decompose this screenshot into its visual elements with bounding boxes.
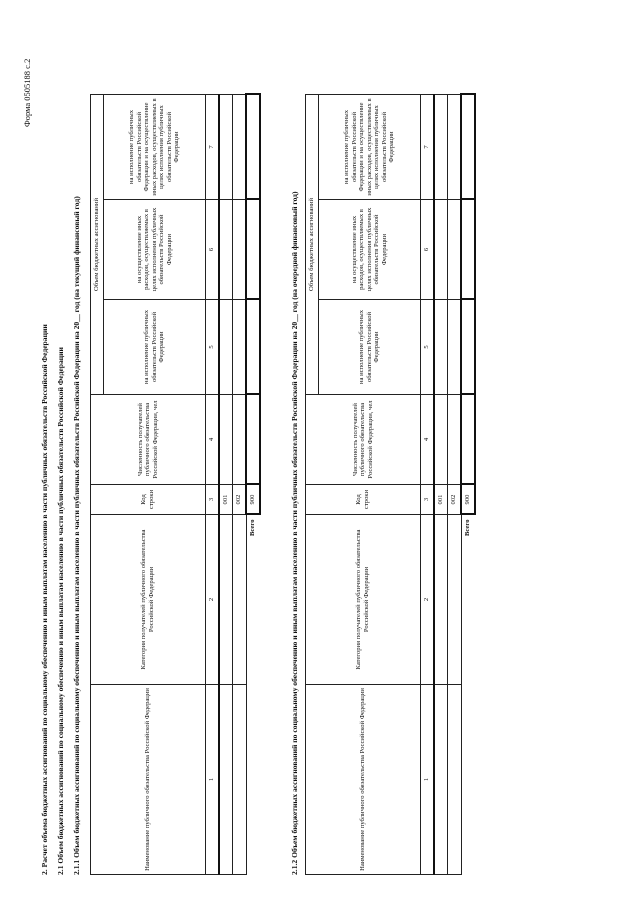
cell-obligation[interactable]: [448, 685, 462, 875]
cell-obligations[interactable]: [434, 300, 448, 395]
col-header-obligations: на исполнение публичных обязательств Российской Федерации: [104, 300, 206, 395]
column-number: 2: [206, 515, 220, 685]
cell-obligation[interactable]: [434, 685, 448, 875]
cell-other-expenses[interactable]: [434, 200, 448, 300]
cell-recipients[interactable]: [233, 395, 247, 485]
column-number: 6: [421, 200, 435, 300]
cell-combined[interactable]: [448, 95, 462, 200]
col-header-other-expenses: на осуществление иных расходов, осуществляемых в целях исполнения публичных обязательств Российской Федерации: [104, 200, 206, 300]
table-row: [219, 95, 233, 875]
column-number: 3: [206, 485, 220, 515]
heading-section-2-1: 2.1 Объем бюджетных ассигнований по социальному обеспечению и иным выплатам населению в части публичных обязательств Российской Федерации: [56, 347, 65, 875]
col-header-combined: на исполнение публичных обязательств Российской Федерации и на осуществление иных расходов, осуществляемых в целях исполнения публичных обязательств Российской Федерации: [319, 95, 421, 200]
column-number: 4: [206, 395, 220, 485]
total-label: Всего: [464, 519, 472, 536]
total-label: Всего: [249, 519, 257, 536]
cell-other-expenses[interactable]: [219, 200, 233, 300]
row-code: 002: [448, 485, 462, 515]
cell-obligation[interactable]: [219, 685, 233, 875]
cell-combined[interactable]: [233, 95, 247, 200]
heading-section-2-1-2: 2.1.2 Объем бюджетных ассигнований по социальному обеспечению и иным выплатам населению в части публичных обязательств Российской Федерации на 20__ год (на очередной финансовый год): [290, 191, 299, 875]
column-number: 2: [421, 515, 435, 685]
total-row: [246, 95, 260, 875]
table-2-1-1: [90, 94, 261, 876]
total-obligations[interactable]: [246, 300, 260, 395]
col-header-code: Код строки: [306, 485, 421, 515]
cell-category[interactable]: [434, 515, 448, 685]
column-number: 7: [206, 95, 220, 200]
cell-recipients[interactable]: [219, 395, 233, 485]
total-other-expenses[interactable]: [246, 200, 260, 300]
column-number: 4: [421, 395, 435, 485]
table-row: [448, 95, 462, 875]
column-number: 5: [421, 300, 435, 395]
total-other-expenses[interactable]: [461, 200, 475, 300]
cell-obligation[interactable]: [233, 685, 247, 875]
cell-category[interactable]: [219, 515, 233, 685]
col-header-recipients: Численность получателей публичного обязательства Российской Федерации, чел: [91, 395, 206, 485]
heading-section-2: 2. Расчет объема бюджетных ассигнований по социальному обеспечению и иным выплатам населению в части публичных обязательств Российской Федерации: [40, 324, 49, 875]
cell-category[interactable]: [233, 515, 247, 685]
total-code: 900: [246, 485, 260, 515]
column-number: 1: [421, 685, 435, 875]
column-number: 7: [421, 95, 435, 200]
form-label: Форма 0505188 с.2: [22, 58, 32, 127]
row-code: 001: [434, 485, 448, 515]
col-header-category: Категория получателей публичного обязательства Российской Федерации: [306, 515, 421, 685]
col-header-combined: на исполнение публичных обязательств Российской Федерации и на осуществление иных расходов, осуществляемых в целях исполнения публичных обязательств Российской Федерации: [104, 95, 206, 200]
cell-recipients[interactable]: [448, 395, 462, 485]
total-obligations[interactable]: [461, 300, 475, 395]
cell-other-expenses[interactable]: [233, 200, 247, 300]
total-recipients[interactable]: [461, 395, 475, 485]
total-code: 900: [461, 485, 475, 515]
col-header-group-volume: Объем бюджетных ассигнований: [91, 95, 104, 395]
col-header-other-expenses: на осуществление иных расходов, осуществляемых в целях исполнения публичных обязательств Российской Федерации: [319, 200, 421, 300]
column-number: 6: [206, 200, 220, 300]
col-header-category: Категория получателей публичного обязательства Российской Федерации: [91, 515, 206, 685]
cell-obligations[interactable]: [233, 300, 247, 395]
column-number: 3: [421, 485, 435, 515]
col-header-recipients: Численность получателей публичного обязательства Российской Федерации, чел: [306, 395, 421, 485]
cell-combined[interactable]: [219, 95, 233, 200]
table-row: [434, 95, 448, 875]
cell-recipients[interactable]: [434, 395, 448, 485]
table-2-1-2: [305, 94, 476, 876]
col-header-obligation: Наименование публичного обязательства Российской Федерации: [91, 685, 206, 875]
cell-combined[interactable]: [434, 95, 448, 200]
total-combined[interactable]: [461, 95, 475, 200]
total-row: [461, 95, 475, 875]
cell-other-expenses[interactable]: [448, 200, 462, 300]
table-row: [233, 95, 247, 875]
total-combined[interactable]: [246, 95, 260, 200]
col-header-group-volume: Объем бюджетных ассигнований: [306, 95, 319, 395]
column-number: 1: [206, 685, 220, 875]
col-header-obligation: Наименование публичного обязательства Российской Федерации: [306, 685, 421, 875]
cell-obligations[interactable]: [219, 300, 233, 395]
cell-obligations[interactable]: [448, 300, 462, 395]
row-code: 002: [233, 485, 247, 515]
total-recipients[interactable]: [246, 395, 260, 485]
heading-section-2-1-1: 2.1.1 Объем бюджетных ассигнований по социальному обеспечению и иным выплатам населению в части публичных обязательств Российской Федерации на 20__ год (на текущий финансовый год): [72, 196, 81, 875]
col-header-obligations: на исполнение публичных обязательств Российской Федерации: [319, 300, 421, 395]
col-header-code: Код строки: [91, 485, 206, 515]
cell-category[interactable]: [448, 515, 462, 685]
column-number: 5: [206, 300, 220, 395]
row-code: 001: [219, 485, 233, 515]
